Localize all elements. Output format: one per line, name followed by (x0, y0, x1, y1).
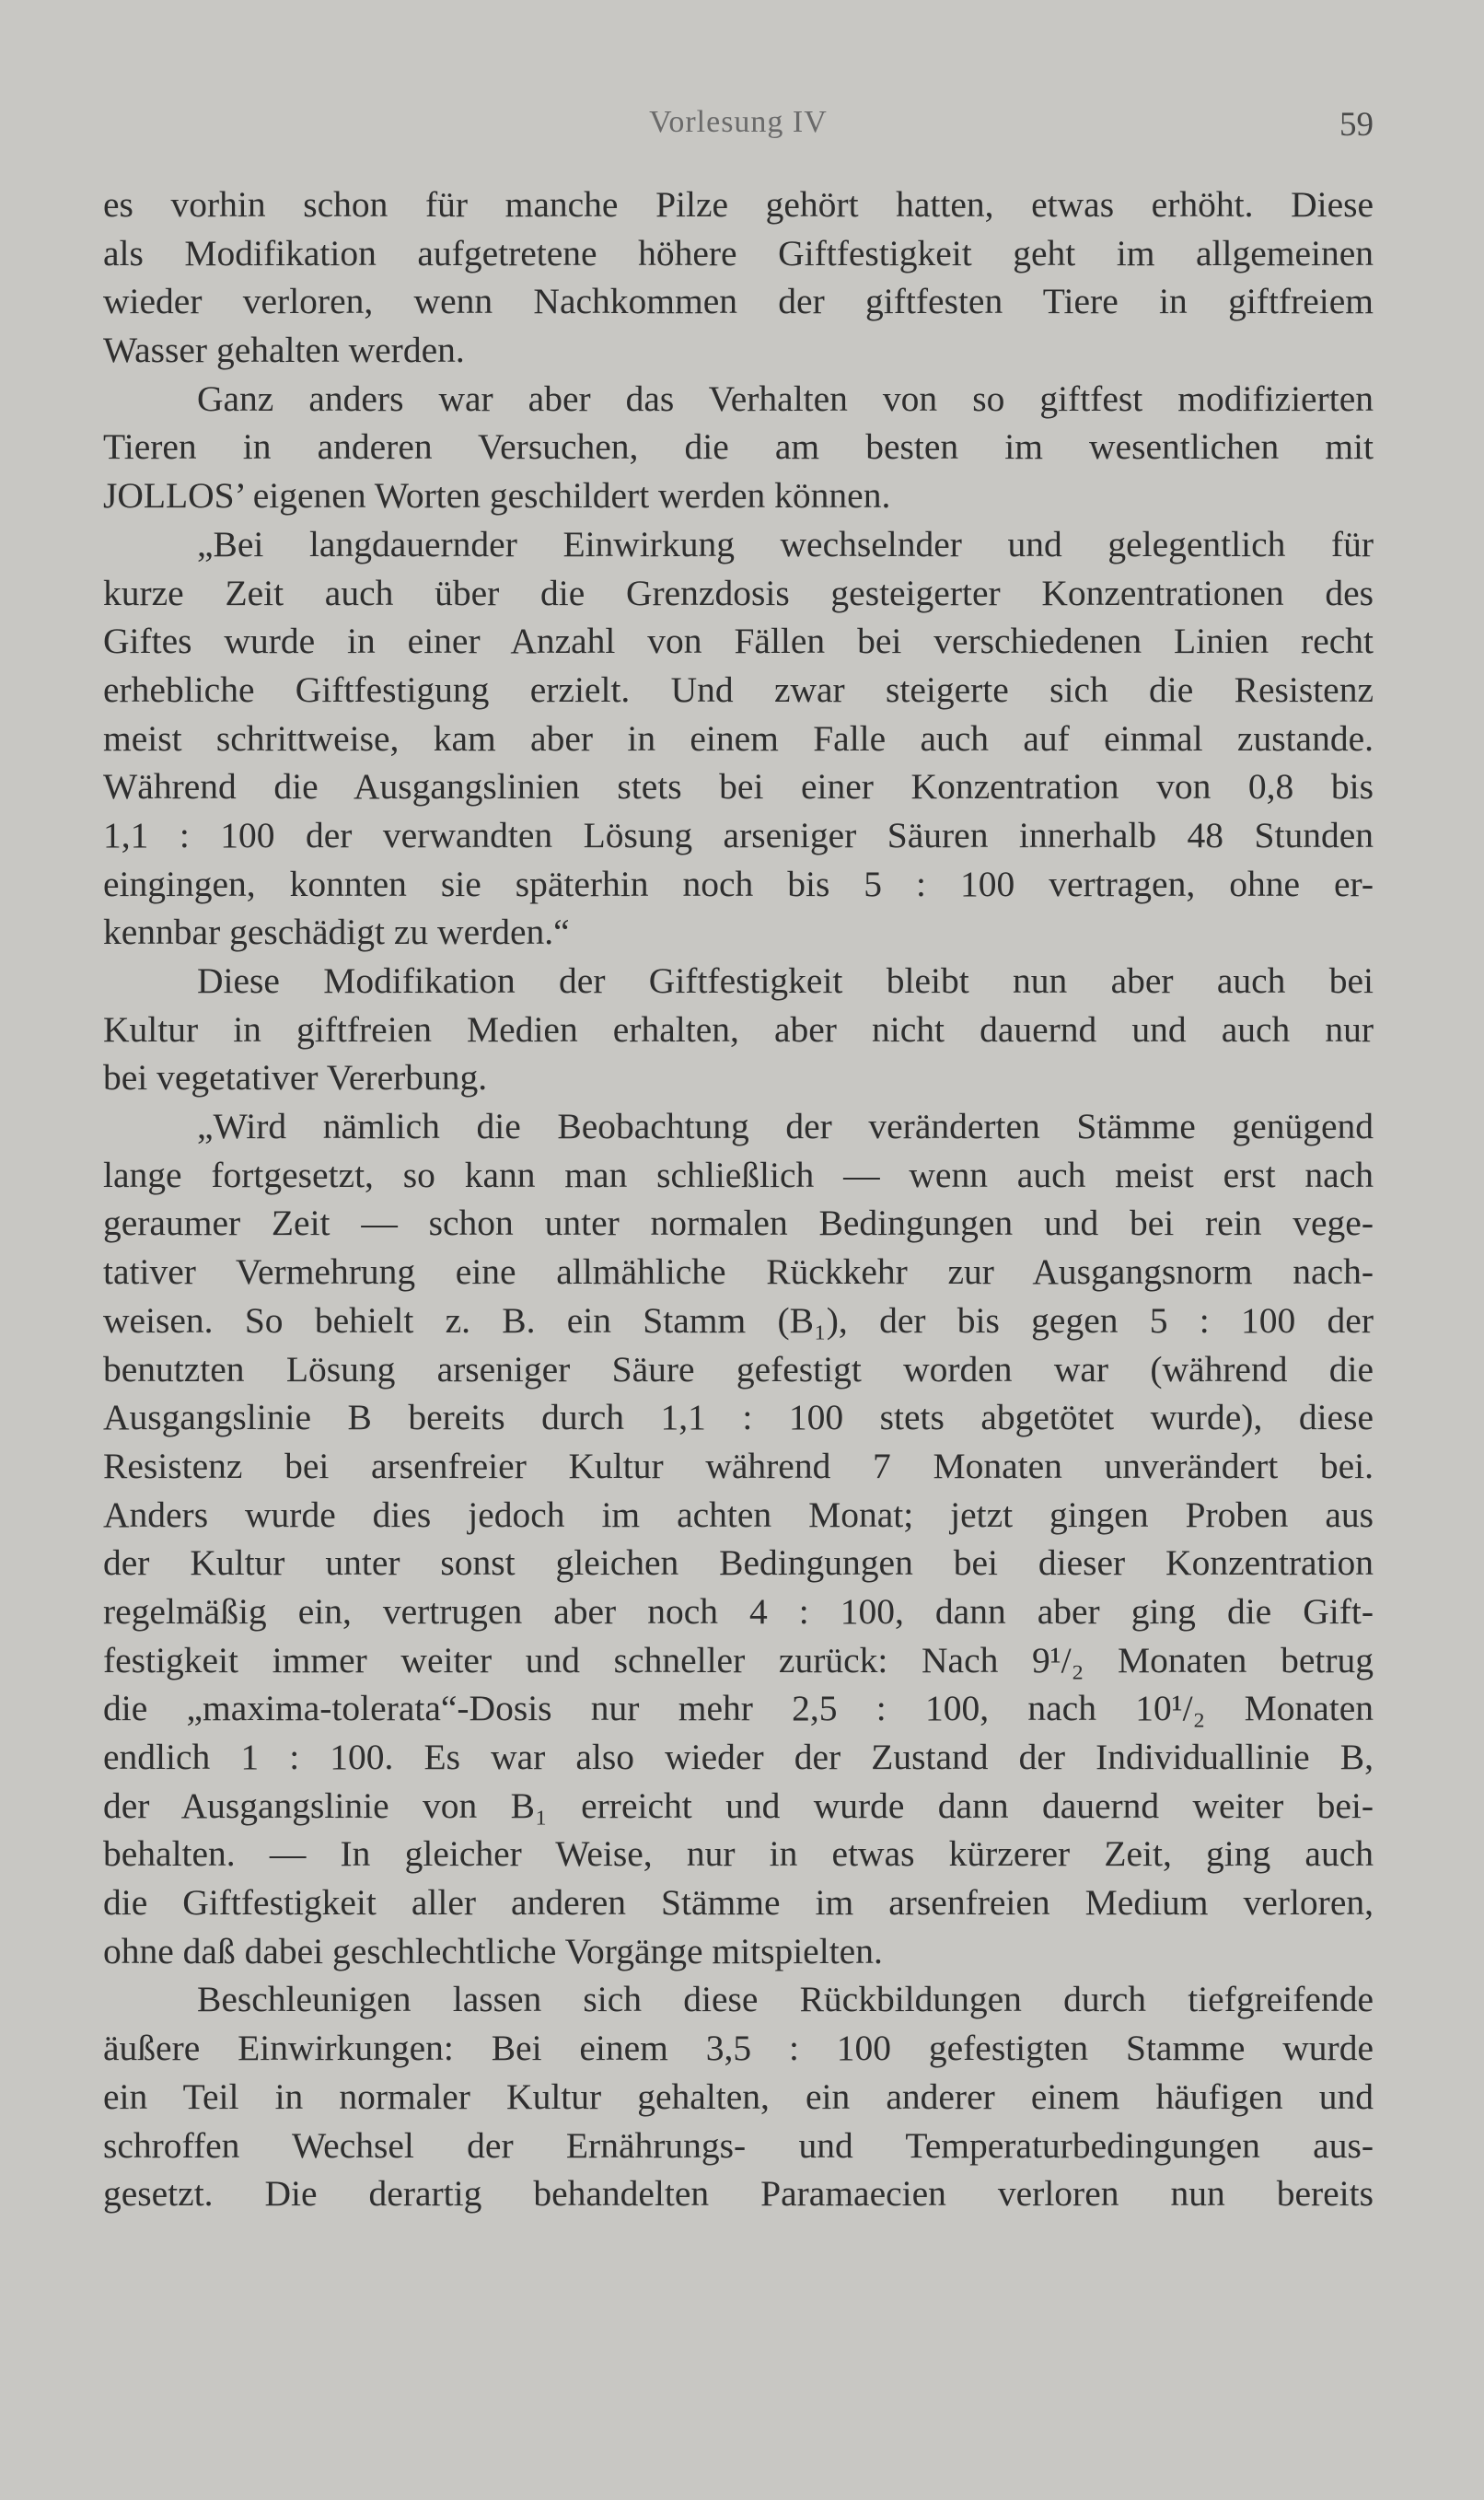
text-line: tativer Vermehrung eine allmähliche Rückkehr zur Ausgangsnorm nach- (103, 1251, 1374, 1293)
text-line: weisen. So behielt z. B. ein Stamm (B₁), der bis gegen 5 : 100 der (103, 1299, 1374, 1341)
text-line: Anders wurde dies jedoch im achten Monat; jetzt gingen Proben aus (103, 1494, 1374, 1535)
text-line: als Modifikation aufgetretene höhere Giftfestigkeit geht im allgemeinen (103, 232, 1374, 273)
text-line: regelmäßig ein, vertrugen aber noch 4 : 100, dann aber ging die Gift- (103, 1590, 1374, 1632)
text-line: bei vegetativer Vererbung. (103, 1057, 488, 1099)
running-head (103, 101, 1374, 147)
text-line: kennbar geschädigt zu werden.“ (103, 912, 570, 953)
text-line: Beschleunigen lassen sich diese Rückbildungen durch tiefgreifende (197, 1979, 1374, 2020)
text-line: behalten. — In gleicher Weise, nur in etwas kürzerer Zeit, ging auch (103, 1833, 1374, 1875)
text-line: geraumer Zeit — schon unter normalen Bedingungen und bei rein vege- (103, 1203, 1374, 1244)
text-line: eingingen, konnten sie späterhin noch bis 5 : 100 vertragen, ohne er- (103, 863, 1374, 904)
text-line: JOLLOS’ eigenen Worten geschildert werden können. (103, 475, 891, 517)
text-line: der Ausgangslinie von B₁ erreicht und wurde dann dauernd weiter bei- (103, 1785, 1374, 1826)
text-line: Kultur in giftfreien Medien erhalten, aber nicht dauernd und auch nur (103, 1008, 1374, 1050)
text-line: ein Teil in normaler Kultur gehalten, ein anderer einem häufigen und (103, 2076, 1374, 2117)
text-line: Resistenz bei arsenfreier Kultur während 7 Monaten unverändert bei. (103, 1445, 1374, 1486)
text-line: festigkeit immer weiter und schneller zurück: Nach 9¹/₂ Monaten betrug (103, 1639, 1374, 1680)
text-line: die „maxima-tolerata“-Dosis nur mehr 2,5 : 100, nach 10¹/₂ Monaten (103, 1688, 1374, 1729)
page-number: 59 (1339, 106, 1374, 144)
text-line: endlich 1 : 100. Es war also wieder der Zustand der Individuallinie B, (103, 1737, 1374, 1777)
text-line: Giftes wurde in einer Anzahl von Fällen bei verschiedenen Linien recht (103, 621, 1374, 662)
text-line: wieder verloren, wenn Nachkommen der giftfesten Tiere in giftfreiem (103, 281, 1374, 322)
text-line: die Giftfestigkeit aller anderen Stämme im arsenfreien Medium verloren, (103, 1882, 1374, 1924)
text-line: 1,1 : 100 der verwandten Lösung arseniger Säuren innerhalb 48 Stunden (103, 814, 1374, 855)
text-line: Tieren in anderen Versuchen, die am besten im wesentlichen mit (103, 426, 1374, 468)
text-line: gesetzt. Die derartig behandelten Paramaecien verloren nun bereits (103, 2173, 1374, 2215)
text-line: erhebliche Giftfestigung erzielt. Und zwar steigerte sich die Resistenz (103, 669, 1374, 710)
running-title: Vorlesung IV (649, 105, 828, 139)
text-line: benutzten Lösung arseniger Säure gefestigt worden war (während die (103, 1348, 1374, 1390)
text-line: Diese Modifikation der Giftfestigkeit bleibt nun aber auch bei (197, 960, 1374, 1001)
body-text (103, 180, 1374, 2218)
text-line: äußere Einwirkungen: Bei einem 3,5 : 100 gefestigten Stamme wurde (103, 2028, 1374, 2069)
text-line: ohne daß dabei geschlechtliche Vorgänge mitspielten. (103, 1930, 883, 1971)
text-line: kurze Zeit auch über die Grenzdosis gesteigerter Konzentrationen des (103, 572, 1374, 613)
text-line: Ganz anders war aber das Verhalten von so giftfest modifizierten (197, 378, 1374, 419)
text-line: lange fortgesetzt, so kann man schließlich — wenn auch meist erst nach (103, 1154, 1374, 1195)
text-line: Ausgangslinie B bereits durch 1,1 : 100 stets abgetötet wurde), diese (103, 1397, 1374, 1438)
text-line: meist schrittweise, kam aber in einem Falle auch auf einmal zustande. (103, 717, 1374, 759)
text-line: „Wird nämlich die Beobachtung der veränderten Stämme genügend (197, 1106, 1374, 1147)
text-line: Wasser gehalten werden. (103, 330, 465, 371)
text-line: Während die Ausgangslinien stets bei einer Konzentration von 0,8 bis (103, 766, 1374, 808)
text-line: schroffen Wechsel der Ernährungs- und Temperaturbedingungen aus- (103, 2124, 1374, 2166)
text-line: „Bei langdauernder Einwirkung wechselnder und gelegentlich für (197, 523, 1374, 564)
text-line: es vorhin schon für manche Pilze gehört hatten, etwas erhöht. Diese (103, 184, 1374, 225)
text-line: der Kultur unter sonst gleichen Bedingungen bei dieser Konzentration (103, 1542, 1374, 1584)
